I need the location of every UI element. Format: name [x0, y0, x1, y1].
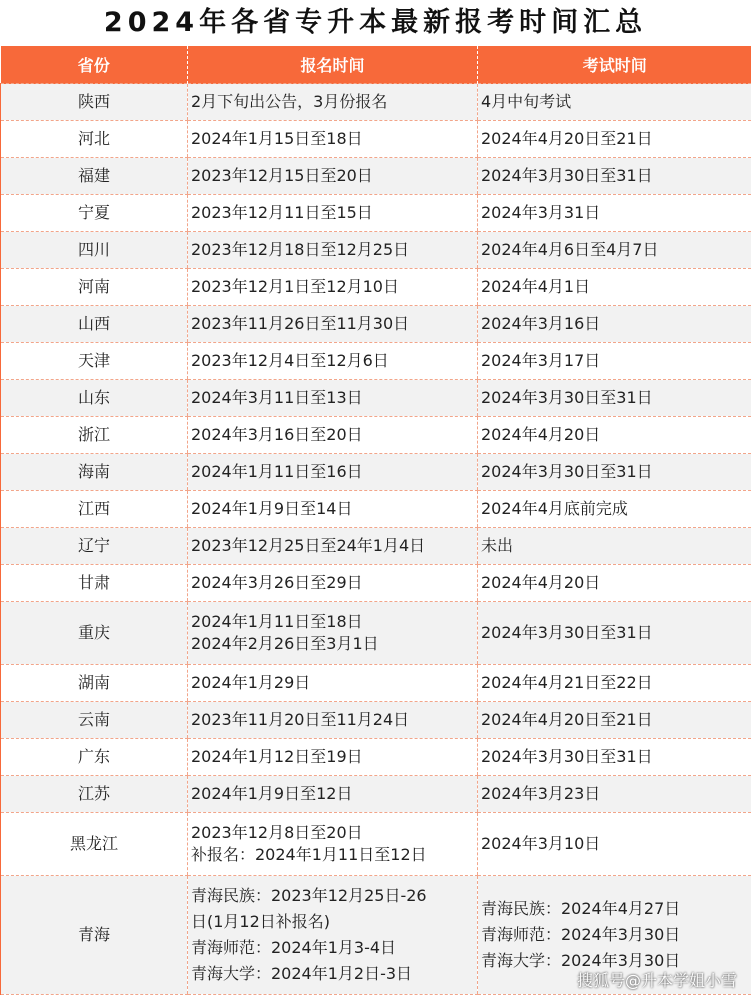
exam-time-cell: [478, 84, 751, 121]
exam-time-cell: [478, 269, 751, 306]
exam-time-cell: [478, 776, 751, 813]
exam-time-cell: [478, 121, 751, 158]
table-row: [1, 491, 751, 528]
exam-time-cell: [478, 813, 751, 876]
table-row: [1, 417, 751, 454]
exam-time-cell: [478, 565, 751, 602]
exam-time-cell: [478, 380, 751, 417]
exam-time-cell-line: 青海师范：2024年3月30日: [481, 925, 681, 944]
header-province: 省份: [1, 46, 188, 84]
exam-time-cell-line: 青海民族：2024年4月27日: [481, 899, 681, 918]
table-row: [1, 195, 751, 232]
exam-time-cell-line: 2024年4月21日至22日: [481, 673, 653, 692]
province-cell: 福建: [1, 158, 188, 195]
exam-time-cell-line: 2024年4月20日: [481, 425, 601, 444]
table-row: [1, 602, 751, 665]
exam-time-cell-line: 2024年4月1日: [481, 277, 591, 296]
registration-time-cell-line: 2024年1月11日至18日: [191, 612, 363, 631]
registration-time-cell-line: 2023年12月18日至12月25日: [191, 240, 410, 259]
exam-time-cell-line: 2024年4月6日至4月7日: [481, 240, 659, 259]
registration-time-cell: [188, 269, 478, 306]
province-cell: 浙江: [1, 417, 188, 454]
registration-time-cell-line: 2024年1月11日至16日: [191, 462, 363, 481]
registration-time-cell-line: 2024年1月9日至14日: [191, 499, 353, 518]
exam-time-cell: [478, 417, 751, 454]
province-cell: 青海: [1, 876, 188, 995]
header-registration-time: 报名时间: [188, 46, 478, 84]
watermark: 搜狐号@升本学姐小雪: [576, 971, 737, 990]
registration-time-cell: [188, 417, 478, 454]
registration-time-cell: [188, 702, 478, 739]
registration-time-cell: [188, 306, 478, 343]
exam-time-cell-line: 2024年4月20日至21日: [481, 129, 653, 148]
table-row: [1, 776, 751, 813]
registration-time-cell-line: 青海大学：2024年1月2日-3日: [191, 964, 413, 983]
table-row: [1, 158, 751, 195]
table-row: [1, 528, 751, 565]
table-row: [1, 702, 751, 739]
registration-time-cell: [188, 343, 478, 380]
province-cell: 海南: [1, 454, 188, 491]
table-header-row: [1, 46, 751, 84]
exam-time-cell: [478, 665, 751, 702]
registration-time-cell-line: 补报名：2024年1月11日至12日: [191, 845, 427, 864]
province-cell: 江西: [1, 491, 188, 528]
table-row: [1, 232, 751, 269]
exam-time-cell-line: 2024年3月10日: [481, 834, 601, 853]
registration-time-cell-line: 2023年12月15日至20日: [191, 166, 373, 185]
page-title: 2024年各省专升本最新报考时间汇总: [103, 7, 648, 38]
exam-time-cell-line: 2024年3月30日至31日: [481, 462, 653, 481]
province-cell: 重庆: [1, 602, 188, 665]
exam-time-cell-line: 未出: [481, 536, 514, 555]
registration-time-cell-line: 2024年1月9日至12日: [191, 784, 353, 803]
registration-time-cell: [188, 739, 478, 776]
exam-time-cell-line: 2024年3月30日至31日: [481, 388, 653, 407]
registration-time-cell: [188, 195, 478, 232]
registration-time-cell: [188, 813, 478, 876]
exam-time-cell-line: 2024年3月30日至31日: [481, 747, 653, 766]
exam-time-cell-line: 2024年4月20日至21日: [481, 710, 653, 729]
exam-time-cell-line: 2024年3月23日: [481, 784, 601, 803]
table-row: [1, 380, 751, 417]
province-cell: 甘肃: [1, 565, 188, 602]
exam-time-cell-line: 2024年4月20日: [481, 573, 601, 592]
table-row: [1, 269, 751, 306]
exam-time-cell: [478, 454, 751, 491]
registration-time-cell: [188, 84, 478, 121]
table-row: [1, 665, 751, 702]
province-cell: 江苏: [1, 776, 188, 813]
registration-time-cell: [188, 491, 478, 528]
schedule-table: [0, 46, 751, 995]
exam-time-cell-line: 2024年3月16日: [481, 314, 601, 333]
registration-time-cell-line: 青海民族：2023年12月25日-26: [191, 886, 427, 905]
exam-time-cell-line: 青海大学：2024年3月30日: [481, 951, 681, 970]
province-cell: 四川: [1, 232, 188, 269]
province-cell: 辽宁: [1, 528, 188, 565]
province-cell: 山东: [1, 380, 188, 417]
registration-time-cell-line: 2023年12月1日至12月10日: [191, 277, 399, 296]
exam-time-cell: [478, 528, 751, 565]
table-row: [1, 565, 751, 602]
province-cell: 宁夏: [1, 195, 188, 232]
table-row: [1, 739, 751, 776]
table-body: [1, 84, 751, 995]
exam-time-cell-line: 2024年3月31日: [481, 203, 601, 222]
registration-time-cell: [188, 665, 478, 702]
exam-time-cell: [478, 306, 751, 343]
registration-time-cell-line: 2月下旬出公告，3月份报名: [191, 92, 388, 111]
registration-time-cell-line: 2024年3月26日至29日: [191, 573, 363, 592]
registration-time-cell-line: 2023年12月4日至12月6日: [191, 351, 389, 370]
table-row: [1, 121, 751, 158]
exam-time-cell-line: 2024年3月30日至31日: [481, 623, 653, 642]
registration-time-cell-line: 2024年1月15日至18日: [191, 129, 363, 148]
registration-time-cell-line: 日(1月12日补报名): [191, 912, 331, 931]
exam-time-cell-line: 2024年4月底前完成: [481, 499, 628, 518]
registration-time-cell: [188, 528, 478, 565]
registration-time-cell-line: 2023年11月20日至11月24日: [191, 710, 410, 729]
registration-time-cell-line: 2024年1月29日: [191, 673, 311, 692]
exam-time-cell: [478, 195, 751, 232]
table-row: [1, 343, 751, 380]
table-row: [1, 813, 751, 876]
registration-time-cell: [188, 602, 478, 665]
province-cell: 河南: [1, 269, 188, 306]
exam-time-cell: [478, 491, 751, 528]
exam-time-cell: [478, 739, 751, 776]
exam-time-cell-line: 2024年3月17日: [481, 351, 601, 370]
registration-time-cell: [188, 380, 478, 417]
registration-time-cell-line: 2023年12月11日至15日: [191, 203, 373, 222]
registration-time-cell-line: 2023年11月26日至11月30日: [191, 314, 410, 333]
exam-time-cell-line: 2024年3月30日至31日: [481, 166, 653, 185]
registration-time-cell: [188, 776, 478, 813]
registration-time-cell-line: 2023年12月25日至24年1月4日: [191, 536, 426, 555]
exam-time-cell: [478, 343, 751, 380]
table-row: [1, 84, 751, 121]
province-cell: 黑龙江: [1, 813, 188, 876]
registration-time-cell: [188, 158, 478, 195]
registration-time-cell: [188, 454, 478, 491]
table-row: [1, 306, 751, 343]
province-cell: 山西: [1, 306, 188, 343]
registration-time-cell-line: 2024年3月16日至20日: [191, 425, 363, 444]
registration-time-cell-line: 青海师范：2024年1月3-4日: [191, 938, 397, 957]
exam-time-cell: [478, 232, 751, 269]
province-cell: 陕西: [1, 84, 188, 121]
registration-time-cell-line: 2023年12月8日至20日: [191, 823, 363, 842]
registration-time-cell-line: 2024年1月12日至19日: [191, 747, 363, 766]
exam-time-cell: [478, 158, 751, 195]
registration-time-cell: [188, 121, 478, 158]
province-cell: 广东: [1, 739, 188, 776]
header-exam-time: 考试时间: [478, 46, 751, 84]
province-cell: 湖南: [1, 665, 188, 702]
registration-time-cell-line: 2024年2月26日至3月1日: [191, 634, 379, 653]
registration-time-cell-line: 2024年3月11日至13日: [191, 388, 363, 407]
table-row: [1, 454, 751, 491]
exam-time-cell: [478, 702, 751, 739]
exam-time-cell-line: 4月中旬考试: [481, 92, 572, 111]
province-cell: 天津: [1, 343, 188, 380]
province-cell: 云南: [1, 702, 188, 739]
registration-time-cell: [188, 232, 478, 269]
province-cell: 河北: [1, 121, 188, 158]
exam-time-cell: [478, 602, 751, 665]
registration-time-cell: [188, 565, 478, 602]
registration-time-cell: [188, 876, 478, 995]
